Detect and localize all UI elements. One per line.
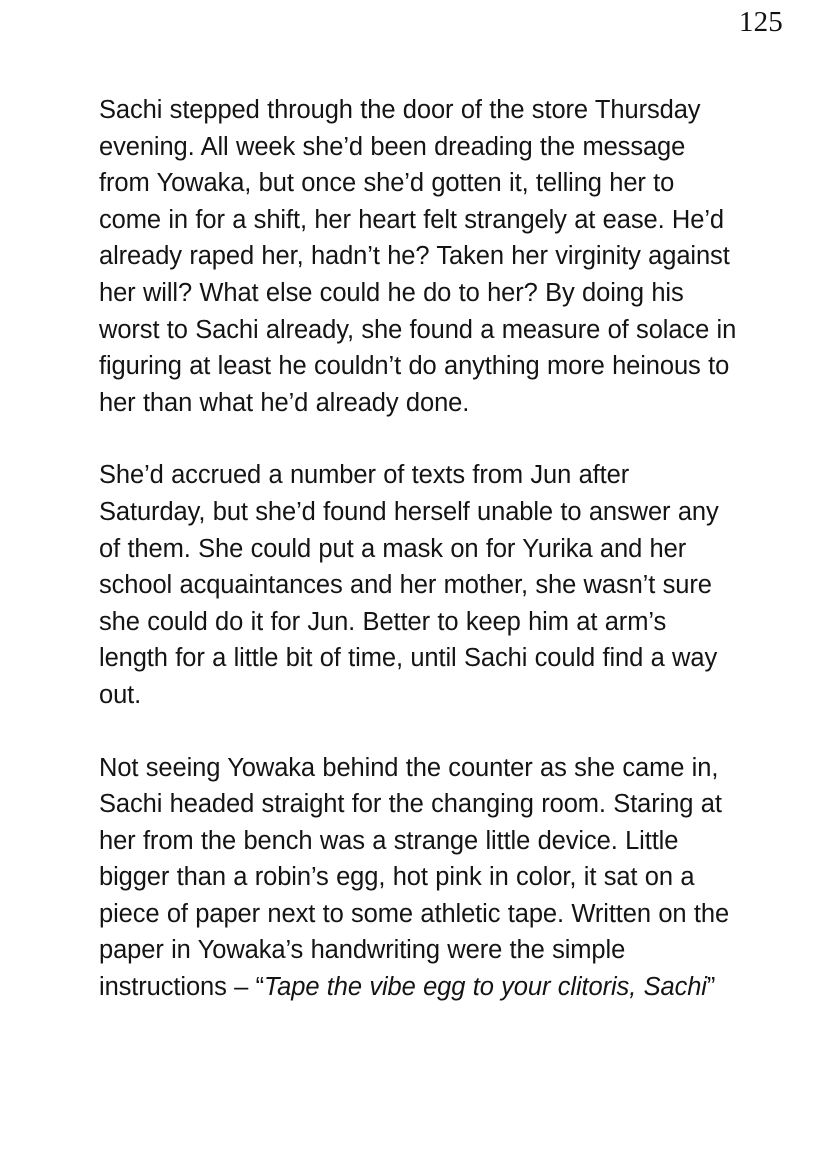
paragraph-3-lead: Not seeing Yowaka behind the counter as she came in, Sachi headed straight for the changing room. Staring at her from the bench was a strange little device. Little bigger than a robin’s egg, hot pink in color, it sat on a piece of paper next to some athletic tape. Written on the paper in Yowaka’s handwriting were the simple instructions – “: [99, 753, 730, 1002]
page-number: 125: [738, 6, 783, 38]
body-text-column: [99, 92, 739, 1006]
paragraph-1: Sachi stepped through the door of the store Thursday evening. All week she’d been dreading the message from Yowaka, but once she’d gotten it, telling her to come in for a shift, her heart felt strangely at ease. He’d already raped her, hadn’t he? Taken her virginity against her will? What else could he do to her? By doing his worst to Sachi already, she found a measure of solace in figuring at least he couldn’t do anything more heinous to her than what he’d already done.: [99, 96, 737, 417]
paragraph-2: She’d accrued a number of texts from Jun after Saturday, but she’d found herself unable to answer any of them. She could put a mask on for Yurika and her school acquaintances and her mother, she wasn’t sure she could do it for Jun. Better to keep him at arm’s length for a little bit of time, until Sachi could find a way out.: [99, 461, 719, 709]
paragraph-3-italic-quote: Tape the vibe egg to your clitoris, Sachi: [264, 973, 707, 1002]
paragraph-3-tail: ”: [706, 973, 716, 1002]
paragraph-3: [99, 750, 739, 1006]
